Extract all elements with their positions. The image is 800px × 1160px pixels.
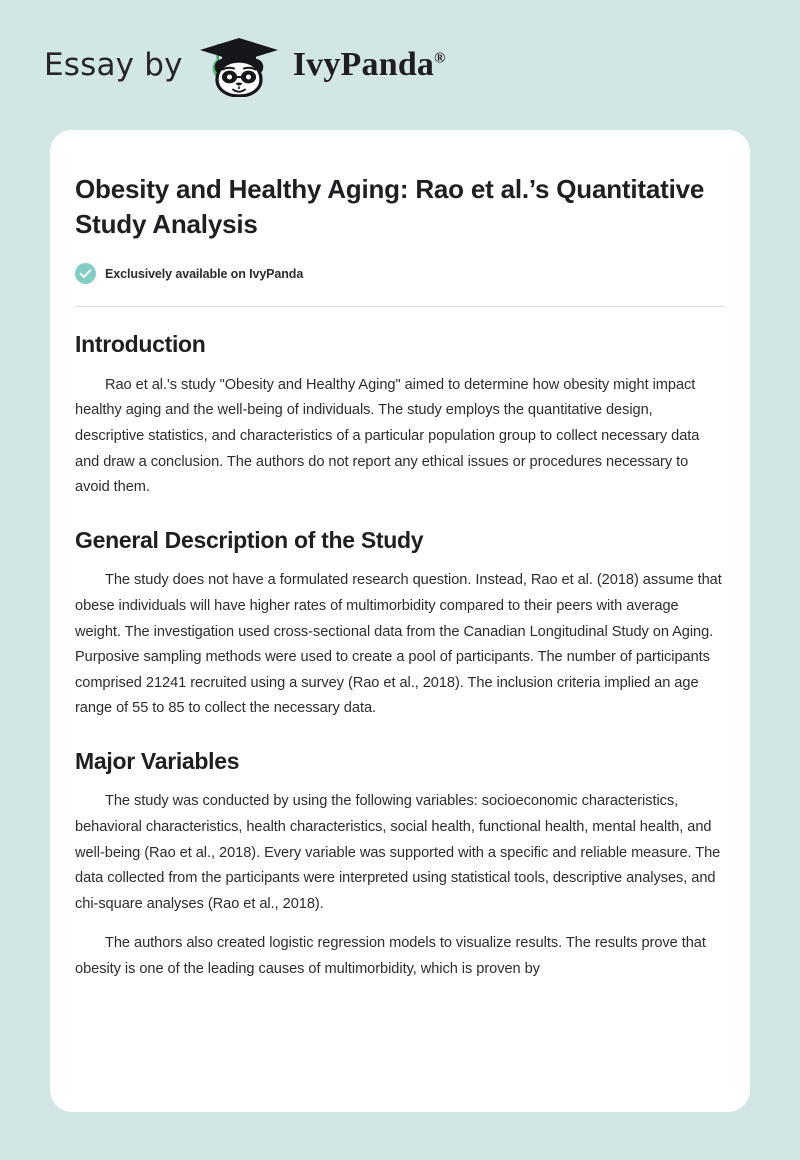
- status-badge-label: Exclusively available on IvyPanda: [105, 266, 304, 281]
- page-title: Obesity and Healthy Aging: Rao et al.’s Quantitative Study Analysis: [75, 174, 705, 239]
- brand-logo-block[interactable]: [44, 33, 446, 97]
- site-header: [0, 0, 800, 130]
- title-divider: [75, 306, 725, 307]
- section-heading-introduction: Introduction: [75, 331, 206, 358]
- brand-name-text: IvyPanda: [292, 46, 435, 83]
- paragraph: The study does not have a formulated research question. Instead, Rao et al. (2018) assume that obese individuals will have higher rates of multimorbidity compared to their peers with average weight. The investigation used cross-sectional data from the Canadian Longitudinal Study on Aging. Purposive sampling methods were used to create a pool of participants. The number of participants comprised 21241 recruited using a survey (Rao et al., 2018). The inclusion criteria implied an age range of 55 to 85 to collect the necessary data.: [75, 572, 722, 717]
- brand-name-label: [293, 48, 446, 82]
- section-heading-major-variables: Major Variables: [75, 747, 240, 774]
- paragraph: Rao et al.'s study "Obesity and Healthy Aging" aimed to determine how obesity might impact healthy aging and the well-being of individuals. The study employs the quantitative design, descriptive statistics, and characteristics of a particular population group to collect necessary data and draw a conclusion. The authors do not report any ethical issues or procedures necessary to avoid them.: [75, 376, 700, 496]
- status-badge: [75, 263, 725, 284]
- section-heading-general-description: General Description of the Study: [75, 526, 424, 553]
- paragraph: The study was conducted by using the following variables: socioeconomic characteristics, behavioral characteristics, health characteristics, social health, functional health, mental health, and well-being (Rao et al., 2018). Every variable was supported with a specific and reliable measure. The data collected from the participants were interpreted using statistical tools, descriptive analyses, and chi-square analyses (Rao et al., 2018).: [75, 793, 721, 912]
- check-circle-icon: [75, 263, 96, 284]
- paragraph: The authors also created logistic regression models to visualize results. The results prove that obesity is one of the leading causes of multimorbidity, which is proven by: [75, 935, 706, 978]
- panda-graduate-logo-icon: [195, 33, 285, 97]
- brand-prefix-label: Essay by: [44, 46, 183, 83]
- registered-mark: ®: [434, 50, 446, 67]
- essay-card: [50, 130, 750, 1112]
